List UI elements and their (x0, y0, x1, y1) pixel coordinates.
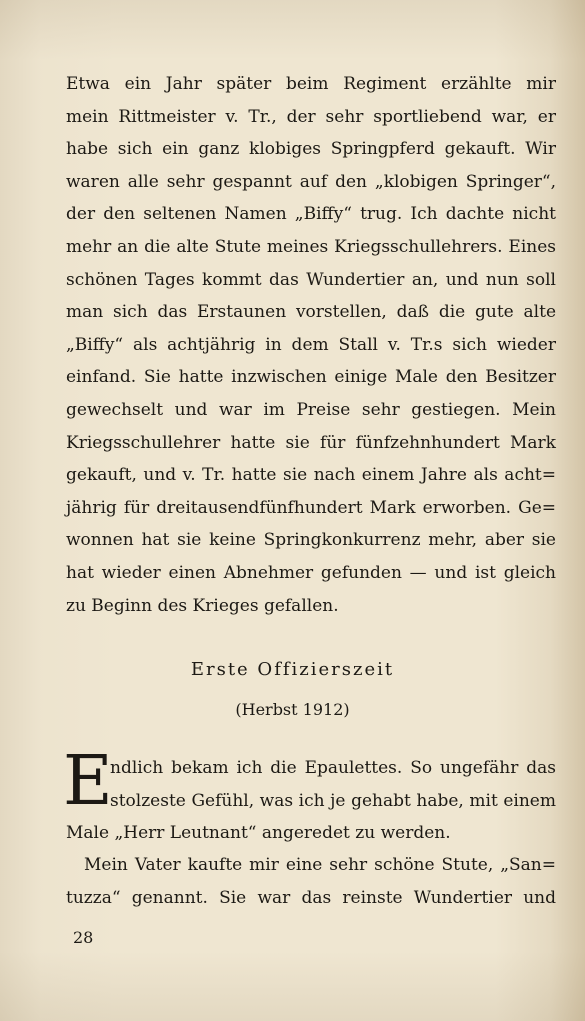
text-line: Kriegsschullehrer hatte sie für fünfzehnhundert Mark (66, 432, 556, 453)
section-title: Erste Offizierszeit (190, 659, 395, 680)
text-line: jährig für dreitausendfünfhundert Mark erworben. Ge= (66, 497, 556, 518)
text-line: waren alle sehr gespannt auf den „klobigen Springer“, (66, 171, 556, 192)
text-line: stolzeste Gefühl, was ich je gehabt habe, mit einem (110, 790, 556, 811)
paragraph-1 (66, 68, 556, 622)
text-line: einfand. Sie hatte inzwischen einige Male den Besitzer (66, 367, 556, 388)
text-line: Etwa ein Jahr später beim Regiment erzählte mir (66, 74, 556, 94)
text-line: ndlich bekam ich die Epaulettes. So ungefähr das (110, 758, 556, 778)
section-subtitle: (Herbst 1912) (235, 700, 350, 719)
text-line: habe sich ein ganz klobiges Springpferd gekauft. Wir (66, 139, 556, 160)
text-line: Male „Herr Leutnant“ angeredet zu werden. (66, 823, 451, 844)
text-line: „Biffy“ als achtjährig in dem Stall v. Tr.s sich wieder (66, 334, 556, 355)
text-line: gewechselt und war im Preise sehr gestiegen. Mein (66, 399, 556, 420)
text-line: Mein Vater kaufte mir eine sehr schöne Stute, „San= (84, 855, 556, 875)
text-line: mein Rittmeister v. Tr., der sehr sportliebend war, er (66, 106, 556, 127)
text-line: der den seltenen Namen „Biffy“ trug. Ich dachte nicht (66, 204, 556, 225)
text-line: man sich das Erstaunen vorstellen, daß die gute alte (66, 302, 556, 323)
text-line: zu Beginn des Krieges gefallen. (66, 595, 339, 616)
text-line: schönen Tages kommt das Wundertier an, und nun soll (66, 269, 556, 290)
paragraph-2 (66, 752, 556, 850)
paragraph-3 (66, 849, 556, 914)
text-line: gekauft, und v. Tr. hatte sie nach einem Jahre als acht= (66, 465, 556, 486)
page-number: 28 (73, 928, 94, 947)
drop-cap: E (63, 742, 113, 821)
text-line: hat wieder einen Abnehmer gefunden — und ist gleich (66, 562, 556, 583)
text-line: tuzza“ genannt. Sie war das reinste Wundertier und (66, 887, 556, 908)
text-line: mehr an die alte Stute meines Kriegsschullehrers. Eines (66, 236, 556, 257)
text-line: wonnen hat sie keine Springkonkurrenz mehr, aber sie (66, 530, 556, 551)
